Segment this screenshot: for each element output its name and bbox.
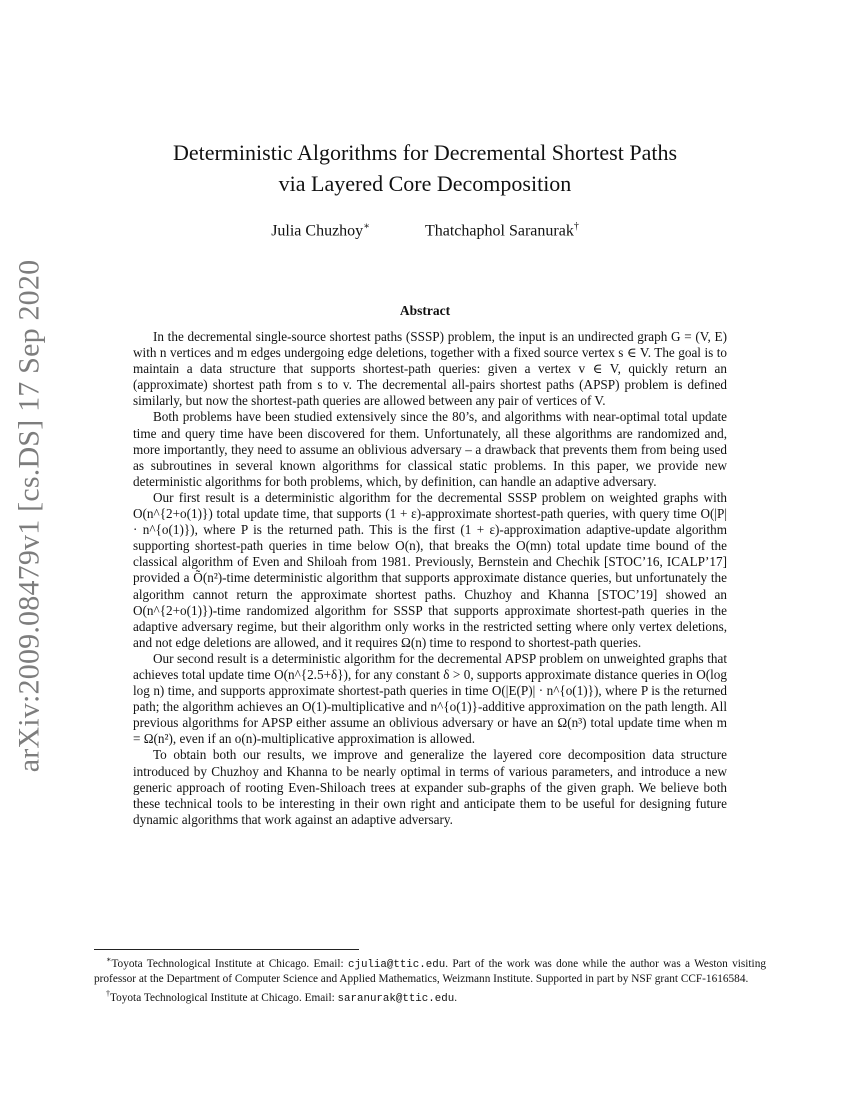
footnote-1 (94, 953, 766, 987)
footnote-divider (94, 949, 359, 950)
title-line-2: via Layered Core Decomposition (278, 171, 572, 196)
author-list (0, 221, 850, 240)
arxiv-identifier-text: arXiv:2009.08479v1 [cs.DS] 17 Sep 2020 (12, 259, 45, 773)
abstract-paragraph: Both problems have been studied extensively since the 80’s, and algorithms with near-optimal total update time and query time have been discovered for them. Unfortunately, all these algorithms are randomized and, more importantly, they need to assume an oblivious adversary – a drawback that prevents them from being used as subroutines in several known algorithms for classical static problems. In this paper, we provide new deterministic algorithms for both problems, which, by definition, can handle an adaptive adversary. (133, 409, 727, 489)
author-1 (271, 221, 370, 240)
abstract-paragraph: Our first result is a deterministic algorithm for the decremental SSSP problem on weighted graphs with O(n^{2+o(1)}) total update time, that supports (1 + ε)-approximate shortest-path queries, with query time O(|P| · n^{o(1)}), where P is the returned path. This is the first (1 + ε)-approximation adaptive-update algorithm supporting shortest-path queries in time below O(n), that breaks the O(mn) total update time bound of the classical algorithm of Even and Shiloah from 1981. Previously, Bernstein and Chechik [STOC’16, ICALP’17] provided a Õ(n²)-time deterministic algorithm that supports approximate distance queries, but unfortunately the algorithm cannot return the approximate shortest paths. Chuzhoy and Khanna [STOC’19] showed an O(n^{2+o(1)})-time randomized algorithm for SSSP that supports approximate shortest-path queries in the adaptive adversary regime, but their algorithm only works in the restricted setting where only vertex deletions, and not edge deletions are allowed, and it requires Ω(n) time to respond to shortest-path queries. (133, 489, 727, 650)
footnote-2-mark: † (106, 988, 110, 998)
abstract-body (133, 329, 727, 828)
title-line-1: Deterministic Algorithms for Decremental Shortest Paths (172, 140, 678, 165)
footnote-1-mark: ∗ (106, 955, 112, 964)
paper-title (0, 137, 850, 199)
author-1-name: Julia Chuzhoy (271, 222, 364, 240)
footnote-1-email: cjulia@ttic.edu (347, 958, 446, 971)
footnote-2 (94, 987, 766, 1006)
footnote-2-email: saranurak@ttic.edu (337, 992, 455, 1005)
footnote-2-text-b: . (454, 991, 458, 1004)
author-2 (425, 221, 579, 240)
abstract-heading: Abstract (399, 303, 451, 318)
footnote-1-text-a: Toyota Technological Institute at Chicago. Email: (111, 957, 348, 970)
abstract-paragraph: To obtain both our results, we improve and generalize the layered core decomposition data structure introduced by Chuzhoy and Khanna to be nearly optimal in terms of various parameters, and introduce a new generic approach of rooting Even-Shiloach trees at expander sub-graphs of the given graph. We believe both these technical tools to be interesting in their own right and anticipate them to be useful for designing future dynamic algorithms that work against an adaptive adversary. (133, 747, 727, 827)
author-1-mark: ∗ (363, 221, 370, 232)
footnote-1-text-b: . Part of the work was done while the author was a Weston visiting professor at the Department of Computer Science and Applied Mathematics, Weizmann Institute. Supported in part by NSF grant CCF-1616584. (94, 957, 766, 986)
footnotes (94, 953, 766, 1006)
arxiv-identifier-stamp (0, 259, 58, 773)
footnote-2-text-a: Toyota Technological Institute at Chicago. Email: (110, 991, 338, 1004)
author-2-name: Thatchaphol Saranurak (424, 222, 574, 240)
author-2-mark: † (573, 221, 579, 232)
abstract-paragraph: Our second result is a deterministic algorithm for the decremental APSP problem on unweighted graphs that achieves total update time O(n^{2.5+δ}), for any constant δ > 0, supports approximate distance queries in O(log log n) time, and supports approximate shortest-path queries in time O(|E(P)| · n^{o(1)}), where P is the returned path; the algorithm achieves an O(1)-multiplicative and n^{o(1)}-additive approximation on the path length. All previous algorithms for APSP either assume an oblivious adversary or have an Ω(n³) total update time when m = Ω(n²), even if an o(n)-multiplicative approximation is allowed. (133, 650, 727, 747)
abstract-paragraph: In the decremental single-source shortest paths (SSSP) problem, the input is an undirected graph G = (V, E) with n vertices and m edges undergoing edge deletions, together with a fixed source vertex s ∈ V. The goal is to maintain a data structure that supports shortest-path queries: given a vertex v ∈ V, quickly return an (approximate) shortest path from s to v. The decremental all-pairs shortest paths (APSP) problem is defined similarly, but now the shortest-path queries are allowed between any pair of vertices of V. (133, 329, 727, 409)
